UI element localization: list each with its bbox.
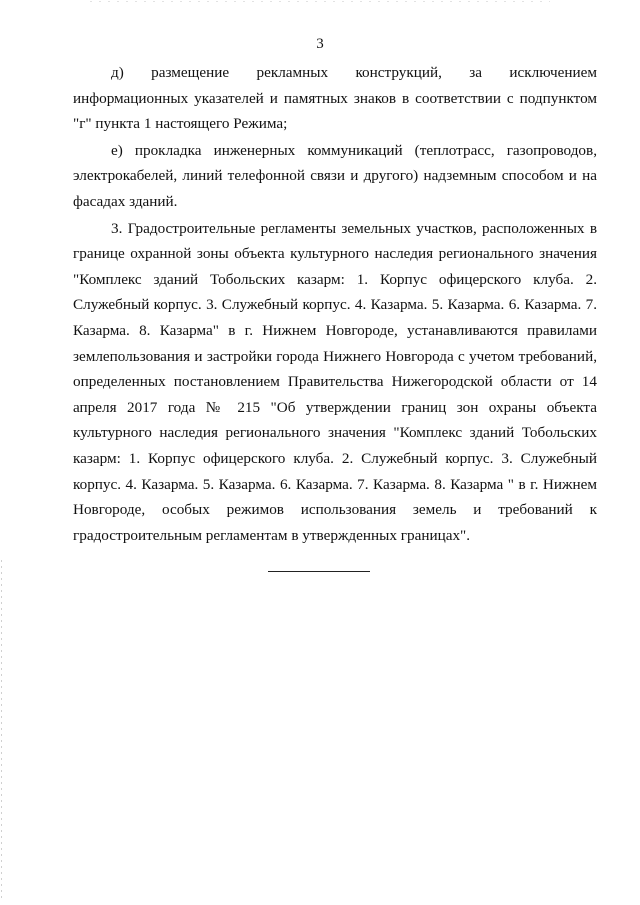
paragraph-item-e: е) прокладка инженерных коммуникаций (теплотрасс, газопроводов, электрокабелей, линий телефонной связи и другого) надземным способом и на фасадах зданий. [73, 141, 597, 210]
document-body [73, 60, 597, 548]
scan-edge-artifact [90, 1, 550, 2]
page-number: 3 [316, 36, 324, 52]
scan-margin-artifact [1, 560, 2, 900]
end-separator-line [268, 571, 370, 572]
paragraph-item-d: д) размещение рекламных конструкций, за исключением информационных указателей и памятных знаков в соответствии с подпунктом "г" пункта 1 настоящего Режима; [73, 64, 597, 133]
paragraph-section-3: 3. Градостроительные регламенты земельных участков, расположенных в границе охранной зоны объекта культурного наследия регионального значения "Комплекс зданий Тобольских казарм: 1. Корпус офицерского клуба. 2. Служебный корпус. 3. Служебный корпус. 4. Казарма. 5. Казарма. 6. Казарма. 7. Казарма. 8. Казарма" в г. Нижнем Новгороде, устанавливаются правилами землепользования и застройки города Нижнего Новгорода с учетом требований, определенных постановлением Правительства Нижегородской области от 14 апреля 2017 года № 215 "Об утверждении границ зон охраны объекта культурного наследия регионального значения "Комплекс зданий Тобольских казарм: 1. Корпус офицерского клуба. 2. Служебный корпус. 3. Служебный корпус. 4. Казарма. 5. Казарма. 6. Казарма. 7. Казарма. 8. Казарма " в г. Нижнем Новгороде, особых режимов использования земель и требований к градостроительным регламентам в утвержденных границах". [73, 219, 597, 544]
